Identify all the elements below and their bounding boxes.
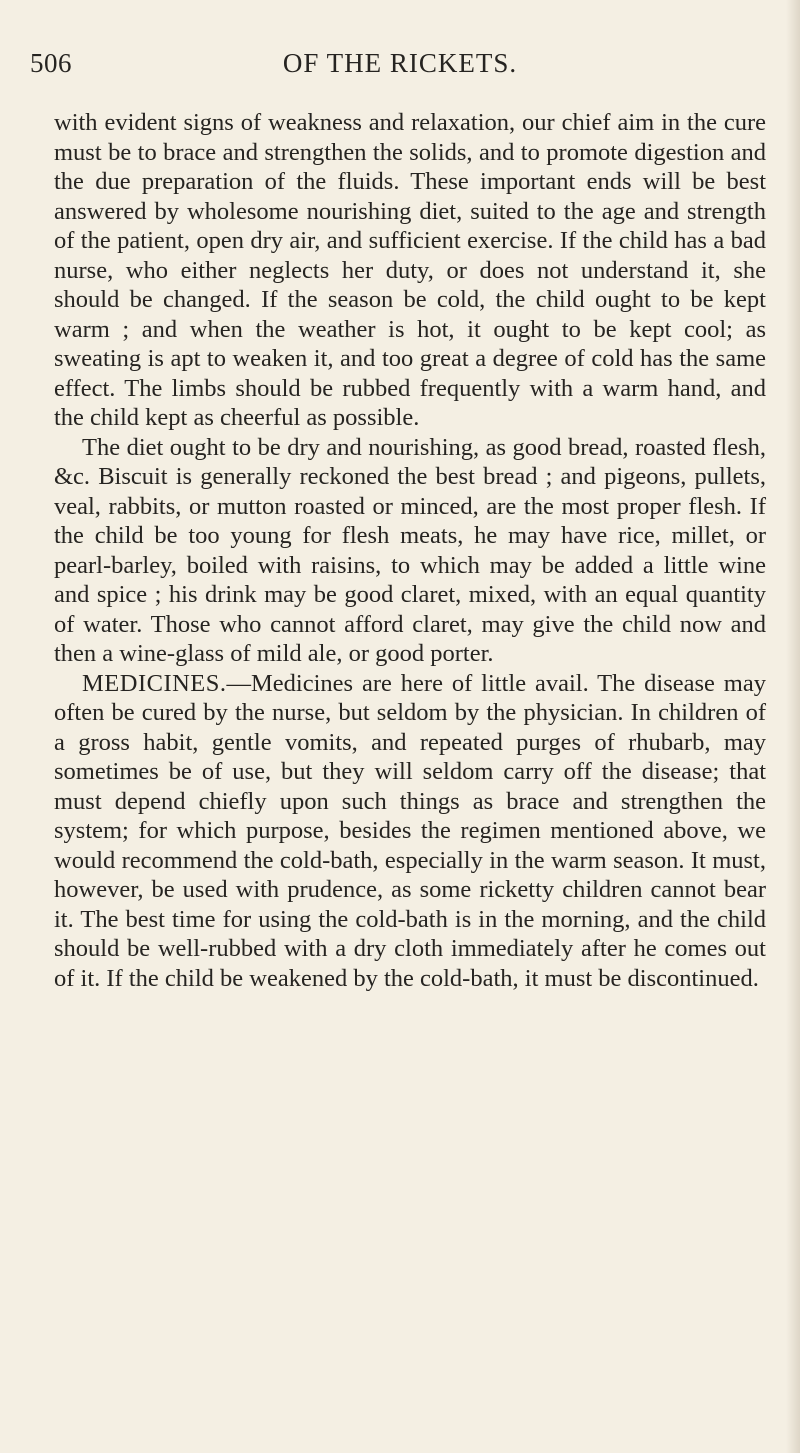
paragraph-3: [54, 669, 766, 994]
page-edge-shadow: [786, 0, 800, 1453]
section-heading-medicines: MEDICINES.: [82, 669, 227, 697]
page-number: 506: [30, 48, 72, 78]
paragraph-1: with evident signs of weakness and relaxation, our chief aim in the cure must be to brace and strengthen the solids, and to promote digestion and the due preparation of the fluids. These important ends will be best answered by wholesome nourishing diet, suited to the age and strength of the patient, open dry air, and sufficient exercise. If the child has a bad nurse, who either neglects her duty, or does not understand it, she should be changed. If the season be cold, the child ought to be kept warm ; and when the weather is hot, it ought to be kept cool; as sweating is apt to weaken it, and too great a degree of cold has the same effect. The limbs should be rubbed frequently with a warm hand, and the child kept as cheerful as possible.: [54, 109, 766, 431]
running-title: OF THE RICKETS.: [282, 48, 518, 78]
paragraph-3-text: —Medicines are here of little avail. The disease may often be cured by the nurse, but seldom by the physician. In children of a gross habit, gentle vomits, and repeated purges of rhubarb, may sometimes be of use, but they will seldom carry off the disease; that must depend chiefly upon such things as brace and strengthen the system; for which purpose, besides the regimen mentioned above, we would recommend the cold-bath, especially in the warm season. It must, however, be used with prudence, as some ricketty children cannot bear it. The best time for using the cold-bath is in the morning, and the child should be well-rubbed with a dry cloth immediately after he comes out of it. If the child be weakened by the cold-bath, it must be discontinued.: [54, 669, 766, 992]
page-header: [30, 48, 770, 88]
body-text: [54, 108, 766, 993]
paragraph-2: The diet ought to be dry and nourishing, as good bread, roasted flesh, &c. Biscuit is generally reckoned the best bread ; and pigeons, pullets, veal, rabbits, or mutton roasted or minced, are the most proper flesh. If the child be too young for flesh meats, he may have rice, millet, or pearl-barley, boiled with raisins, to which may be added a little wine and spice ; his drink may be good claret, mixed, with an equal quantity of water. Those who cannot afford claret, may give the child now and then a wine-glass of mild ale, or good porter.: [54, 433, 766, 667]
